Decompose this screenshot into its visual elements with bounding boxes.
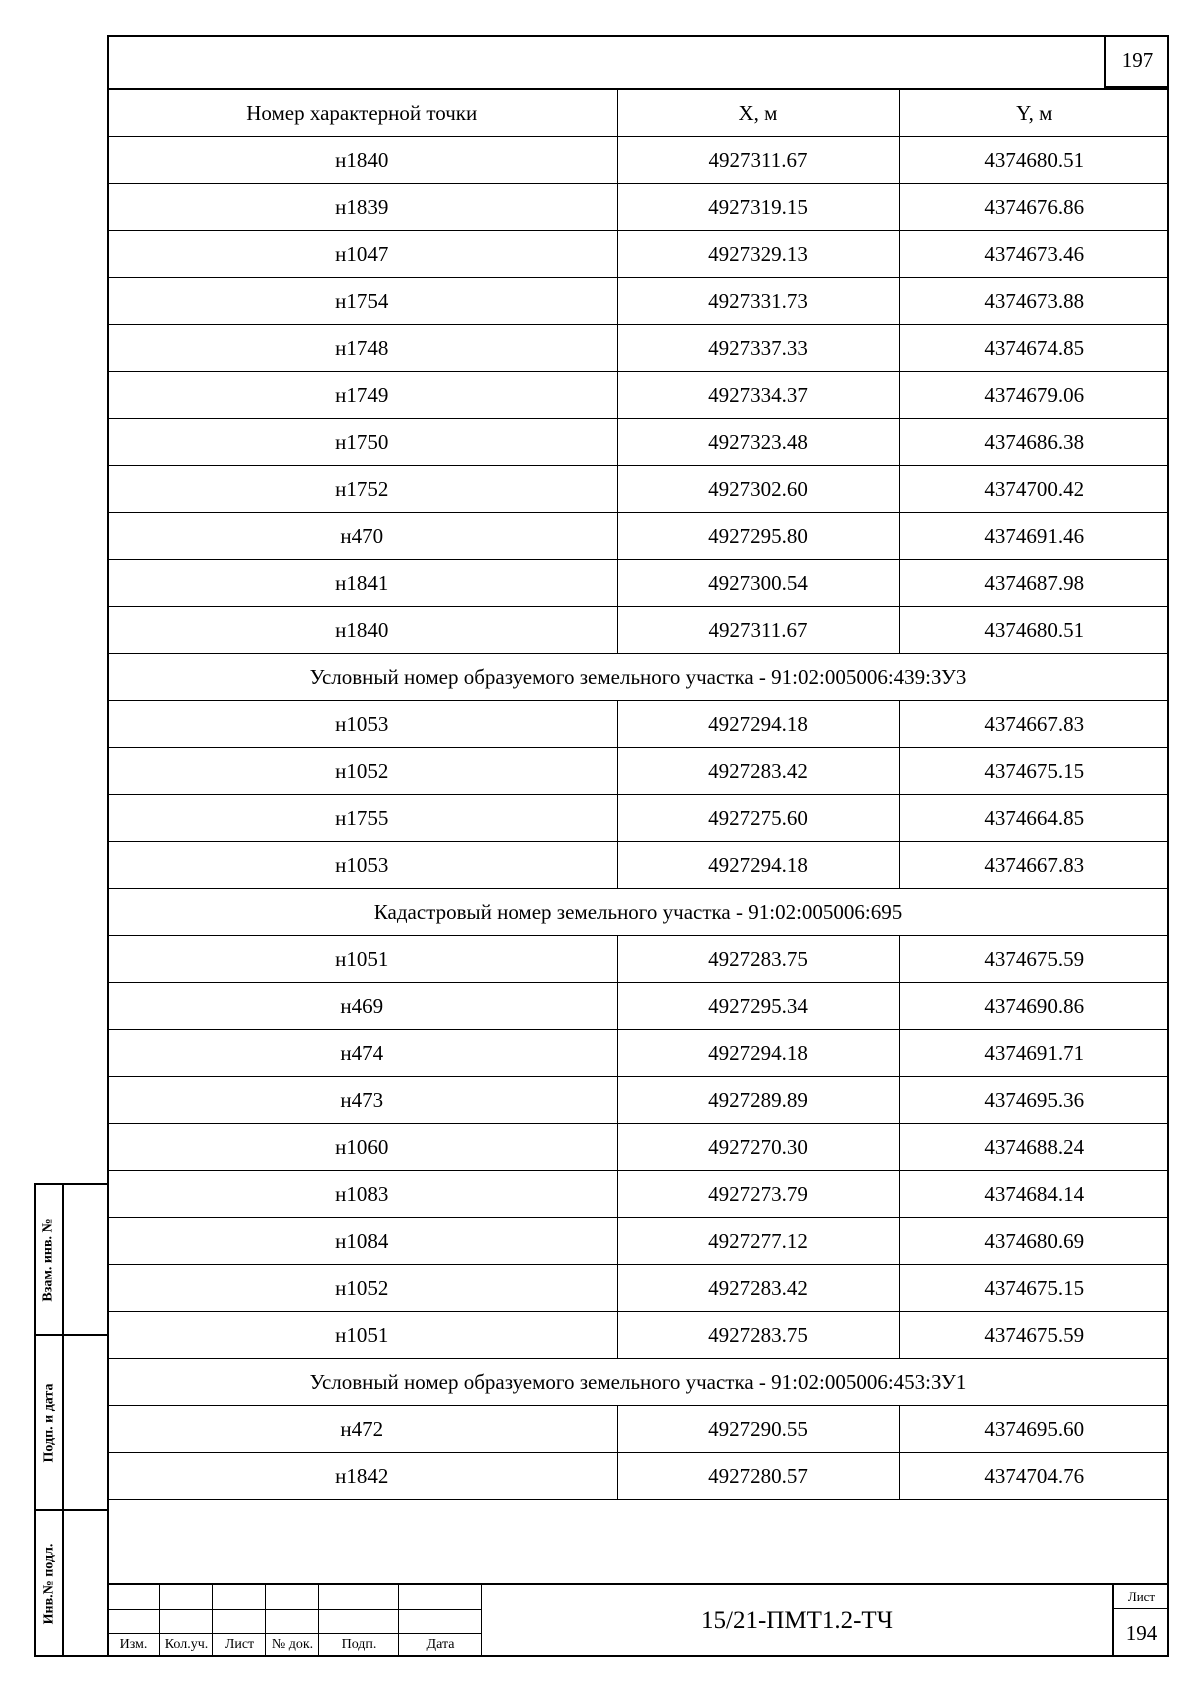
table-row (107, 372, 1169, 419)
y-coordinate-cell: 4374664.85 (899, 795, 1169, 842)
point-number-cell: н472 (107, 1406, 617, 1453)
label-kolvo: Кол.уч. (164, 1637, 209, 1652)
y-coordinate-cell: 4374695.36 (899, 1077, 1169, 1124)
x-coordinate-cell: 4927283.42 (617, 1265, 899, 1312)
side-cell-inventory (36, 1511, 107, 1657)
table-row (107, 983, 1169, 1030)
point-number-cell: н1053 (107, 842, 617, 889)
point-number-cell: н1841 (107, 560, 617, 607)
point-number-cell: н1842 (107, 1453, 617, 1500)
point-number-cell: н1083 (107, 1171, 617, 1218)
label-data: Дата (426, 1637, 455, 1652)
section-row (107, 654, 1169, 701)
table-row (107, 466, 1169, 513)
section-title: Кадастровый номер земельного участка - 91:02:005006:695 (107, 889, 1169, 936)
point-number-cell: н1750 (107, 419, 617, 466)
label-list: Лист (224, 1637, 255, 1652)
section-row (107, 1359, 1169, 1406)
table-header-row (107, 90, 1169, 137)
x-coordinate-cell: 4927294.18 (617, 1030, 899, 1077)
table-row (107, 936, 1169, 983)
y-coordinate-cell: 4374686.38 (899, 419, 1169, 466)
point-number-cell: н1749 (107, 372, 617, 419)
x-coordinate-cell: 4927283.75 (617, 936, 899, 983)
y-coordinate-cell: 4374695.60 (899, 1406, 1169, 1453)
table-row (107, 1124, 1169, 1171)
point-number-cell: н1754 (107, 278, 617, 325)
y-coordinate-cell: 4374704.76 (899, 1453, 1169, 1500)
point-number-cell: н1052 (107, 1265, 617, 1312)
x-coordinate-cell: 4927270.30 (617, 1124, 899, 1171)
y-coordinate-cell: 4374691.71 (899, 1030, 1169, 1077)
y-coordinate-cell: 4374673.46 (899, 231, 1169, 278)
point-number-cell: н1053 (107, 701, 617, 748)
y-coordinate-cell: 4374688.24 (899, 1124, 1169, 1171)
x-coordinate-cell: 4927311.67 (617, 137, 899, 184)
table-row (107, 1030, 1169, 1077)
x-coordinate-cell: 4927302.60 (617, 466, 899, 513)
page-number: 197 (1104, 35, 1169, 88)
y-coordinate-cell: 4374667.83 (899, 842, 1169, 889)
point-number-cell: н473 (107, 1077, 617, 1124)
table-row (107, 607, 1169, 654)
y-coordinate-cell: 4374684.14 (899, 1171, 1169, 1218)
section-row (107, 889, 1169, 936)
point-number-cell: н1051 (107, 936, 617, 983)
table-row (107, 1265, 1169, 1312)
point-number-cell: н1839 (107, 184, 617, 231)
x-coordinate-cell: 4927319.15 (617, 184, 899, 231)
x-coordinate-cell: 4927290.55 (617, 1406, 899, 1453)
x-coordinate-cell: 4927300.54 (617, 560, 899, 607)
x-coordinate-cell: 4927294.18 (617, 701, 899, 748)
y-coordinate-cell: 4374680.51 (899, 137, 1169, 184)
header-y: Y, м (899, 90, 1169, 137)
table-row (107, 513, 1169, 560)
table-row (107, 748, 1169, 795)
side-cell-replacement (36, 1185, 107, 1336)
label-doc: № док. (271, 1637, 314, 1652)
label-podp: Подп. (341, 1637, 377, 1652)
point-number-cell: н1840 (107, 607, 617, 654)
y-coordinate-cell: 4374687.98 (899, 560, 1169, 607)
x-coordinate-cell: 4927311.67 (617, 607, 899, 654)
x-coordinate-cell: 4927283.42 (617, 748, 899, 795)
side-stamp (34, 1183, 107, 1657)
x-coordinate-cell: 4927283.75 (617, 1312, 899, 1359)
x-coordinate-cell: 4927295.80 (617, 513, 899, 560)
table-row (107, 419, 1169, 466)
header-point: Номер характерной точки (107, 90, 617, 137)
table-row (107, 1406, 1169, 1453)
sheet-number: 194 (1125, 1620, 1158, 1645)
table-row (107, 184, 1169, 231)
point-number-cell: н474 (107, 1030, 617, 1077)
y-coordinate-cell: 4374700.42 (899, 466, 1169, 513)
table-row (107, 1077, 1169, 1124)
table-row (107, 701, 1169, 748)
y-coordinate-cell: 4374676.86 (899, 184, 1169, 231)
sheet-box (1114, 1585, 1169, 1657)
x-coordinate-cell: 4927273.79 (617, 1171, 899, 1218)
y-coordinate-cell: 4374680.69 (899, 1218, 1169, 1265)
side-cell-signature (36, 1336, 107, 1511)
sheet-label: Лист (1114, 1585, 1169, 1609)
y-coordinate-cell: 4374680.51 (899, 607, 1169, 654)
x-coordinate-cell: 4927295.34 (617, 983, 899, 1030)
table-row (107, 1312, 1169, 1359)
table-row (107, 278, 1169, 325)
x-coordinate-cell: 4927323.48 (617, 419, 899, 466)
y-coordinate-cell: 4374673.88 (899, 278, 1169, 325)
y-coordinate-cell: 4374675.59 (899, 1312, 1169, 1359)
point-number-cell: н1755 (107, 795, 617, 842)
y-coordinate-cell: 4374679.06 (899, 372, 1169, 419)
table-row (107, 560, 1169, 607)
title-block-grid (107, 1585, 482, 1657)
table-row (107, 1171, 1169, 1218)
table-row (107, 1453, 1169, 1500)
point-number-cell: н1752 (107, 466, 617, 513)
table-row (107, 795, 1169, 842)
table-row (107, 842, 1169, 889)
x-coordinate-cell: 4927275.60 (617, 795, 899, 842)
y-coordinate-cell: 4374675.15 (899, 1265, 1169, 1312)
point-number-cell: н470 (107, 513, 617, 560)
side-label-replacement: Взам. инв. № (41, 1217, 57, 1302)
point-number-cell: н1084 (107, 1218, 617, 1265)
table-row (107, 325, 1169, 372)
y-coordinate-cell: 4374675.15 (899, 748, 1169, 795)
x-coordinate-cell: 4927289.89 (617, 1077, 899, 1124)
y-coordinate-cell: 4374675.59 (899, 936, 1169, 983)
point-number-cell: н1060 (107, 1124, 617, 1171)
point-number-cell: н1052 (107, 748, 617, 795)
section-title: Условный номер образуемого земельного участка - 91:02:005006:453:ЗУ1 (107, 1359, 1169, 1406)
document-code: 15/21-ПМТ1.2-ТЧ (482, 1585, 1114, 1657)
table-row (107, 137, 1169, 184)
x-coordinate-cell: 4927337.33 (617, 325, 899, 372)
y-coordinate-cell: 4374667.83 (899, 701, 1169, 748)
point-number-cell: н1051 (107, 1312, 617, 1359)
side-label-inventory: Инв.№ подл. (41, 1543, 56, 1625)
table-row (107, 231, 1169, 278)
x-coordinate-cell: 4927334.37 (617, 372, 899, 419)
coordinates-table (107, 90, 1169, 1500)
title-block (107, 1583, 1169, 1657)
x-coordinate-cell: 4927277.12 (617, 1218, 899, 1265)
x-coordinate-cell: 4927329.13 (617, 231, 899, 278)
x-coordinate-cell: 4927294.18 (617, 842, 899, 889)
point-number-cell: н1840 (107, 137, 617, 184)
section-title: Условный номер образуемого земельного участка - 91:02:005006:439:ЗУ3 (107, 654, 1169, 701)
side-label-signature: Подп. и дата (41, 1383, 56, 1462)
header-x: X, м (617, 90, 899, 137)
y-coordinate-cell: 4374690.86 (899, 983, 1169, 1030)
table-row (107, 1218, 1169, 1265)
x-coordinate-cell: 4927280.57 (617, 1453, 899, 1500)
x-coordinate-cell: 4927331.73 (617, 278, 899, 325)
y-coordinate-cell: 4374691.46 (899, 513, 1169, 560)
point-number-cell: н1748 (107, 325, 617, 372)
point-number-cell: н469 (107, 983, 617, 1030)
point-number-cell: н1047 (107, 231, 617, 278)
y-coordinate-cell: 4374674.85 (899, 325, 1169, 372)
label-izm: Изм. (119, 1637, 148, 1652)
